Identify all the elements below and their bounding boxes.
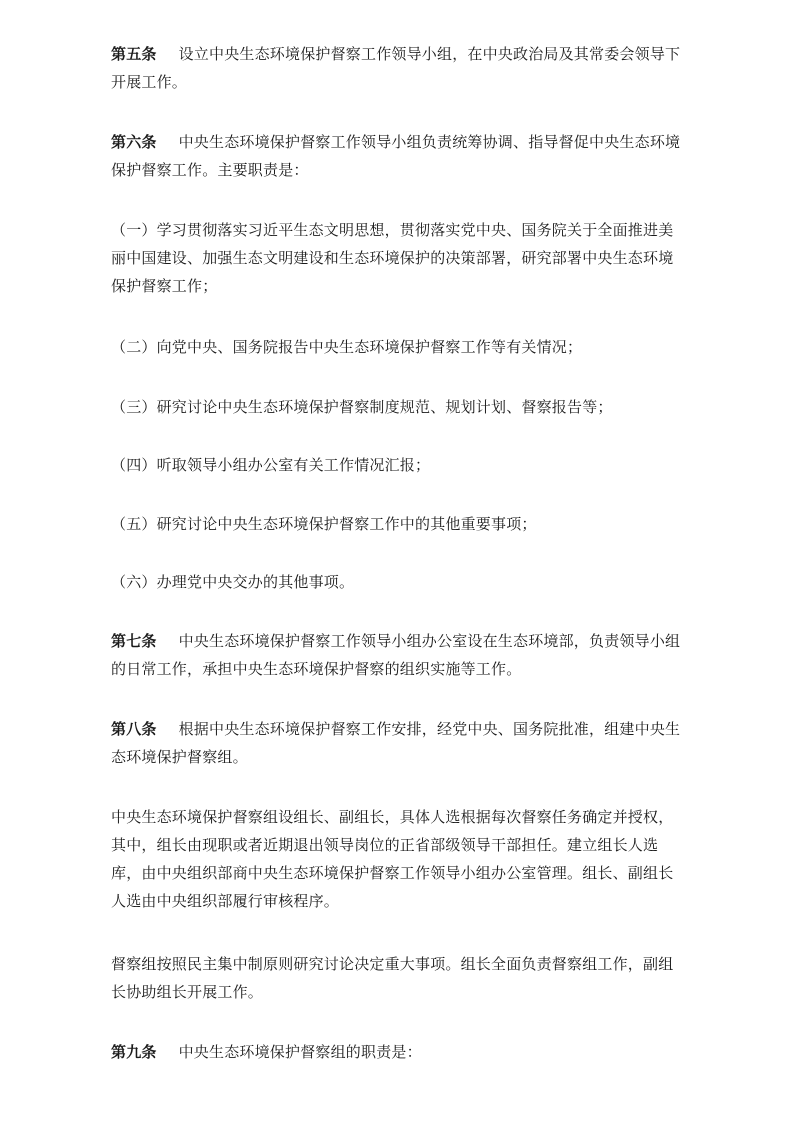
article-9-title: 第九条 bbox=[111, 1043, 157, 1061]
duty-item-5 bbox=[111, 510, 687, 538]
duty-item-5-text: （五）研究讨论中央生态环境保护督察工作中的其他重要事项； bbox=[111, 515, 537, 533]
duty-item-1 bbox=[111, 216, 687, 300]
article-7-text: 中央生态环境保护督察工作领导小组办公室设在生态环境部，负责领导小组的日常工作，承担中央生态环境保护督察的组织实施等工作。 bbox=[111, 632, 681, 678]
article-6-paragraph bbox=[111, 128, 687, 184]
article-8-paragraph bbox=[111, 715, 687, 771]
article-6-text: 中央生态环境保护督察工作领导小组负责统筹协调、指导督促中央生态环境保护督察工作。主要职责是： bbox=[111, 133, 681, 179]
duty-item-4 bbox=[111, 451, 687, 479]
article-7-paragraph bbox=[111, 627, 687, 683]
article-8-text: 根据中央生态环境保护督察工作安排，经党中央、国务院批准，组建中央生态环境保护督察组。 bbox=[111, 720, 681, 766]
duty-item-2 bbox=[111, 333, 687, 361]
article-5-text: 设立中央生态环境保护督察工作领导小组，在中央政治局及其常委会领导下开展工作。 bbox=[111, 45, 681, 91]
supervision-team-composition-text: 中央生态环境保护督察组设组长、副组长，具体人选根据每次督察任务确定并授权，其中，组长由现职或者近期退出领导岗位的正省部级领导干部担任。建立组长人选库，由中央组织部商中央生态环境保护督察工作领导小组办公室管理。组长、副组长人选由中央组织部履行审核程序。 bbox=[111, 808, 674, 910]
article-7-title: 第七条 bbox=[111, 632, 157, 650]
supervision-team-composition bbox=[111, 803, 687, 915]
duty-item-2-text: （二）向党中央、国务院报告中央生态环境保护督察工作等有关情况； bbox=[111, 338, 583, 356]
duty-item-3-text: （三）研究讨论中央生态环境保护督察制度规范、规划计划、督察报告等； bbox=[111, 398, 613, 416]
duty-item-1-text: （一）学习贯彻落实习近平生态文明思想，贯彻落实党中央、国务院关于全面推进美丽中国建设、加强生态文明建设和生态环境保护的决策部署，研究部署中央生态环境保护督察工作； bbox=[111, 221, 674, 295]
duty-item-6-text: （六）办理党中央交办的其他事项。 bbox=[111, 573, 355, 591]
duty-item-4-text: （四）听取领导小组办公室有关工作情况汇报； bbox=[111, 456, 431, 474]
duty-item-6 bbox=[111, 568, 687, 596]
supervision-team-decision-rule bbox=[111, 950, 687, 1006]
duty-item-3 bbox=[111, 393, 687, 421]
article-8-title: 第八条 bbox=[111, 720, 157, 738]
article-9-text: 中央生态环境保护督察组的职责是： bbox=[178, 1043, 422, 1061]
article-5-title: 第五条 bbox=[111, 45, 157, 63]
article-6-title: 第六条 bbox=[111, 133, 157, 151]
article-5-paragraph bbox=[111, 40, 687, 96]
article-9-paragraph bbox=[111, 1038, 687, 1066]
supervision-team-decision-rule-text: 督察组按照民主集中制原则研究讨论决定重大事项。组长全面负责督察组工作，副组长协助组长开展工作。 bbox=[111, 955, 674, 1001]
